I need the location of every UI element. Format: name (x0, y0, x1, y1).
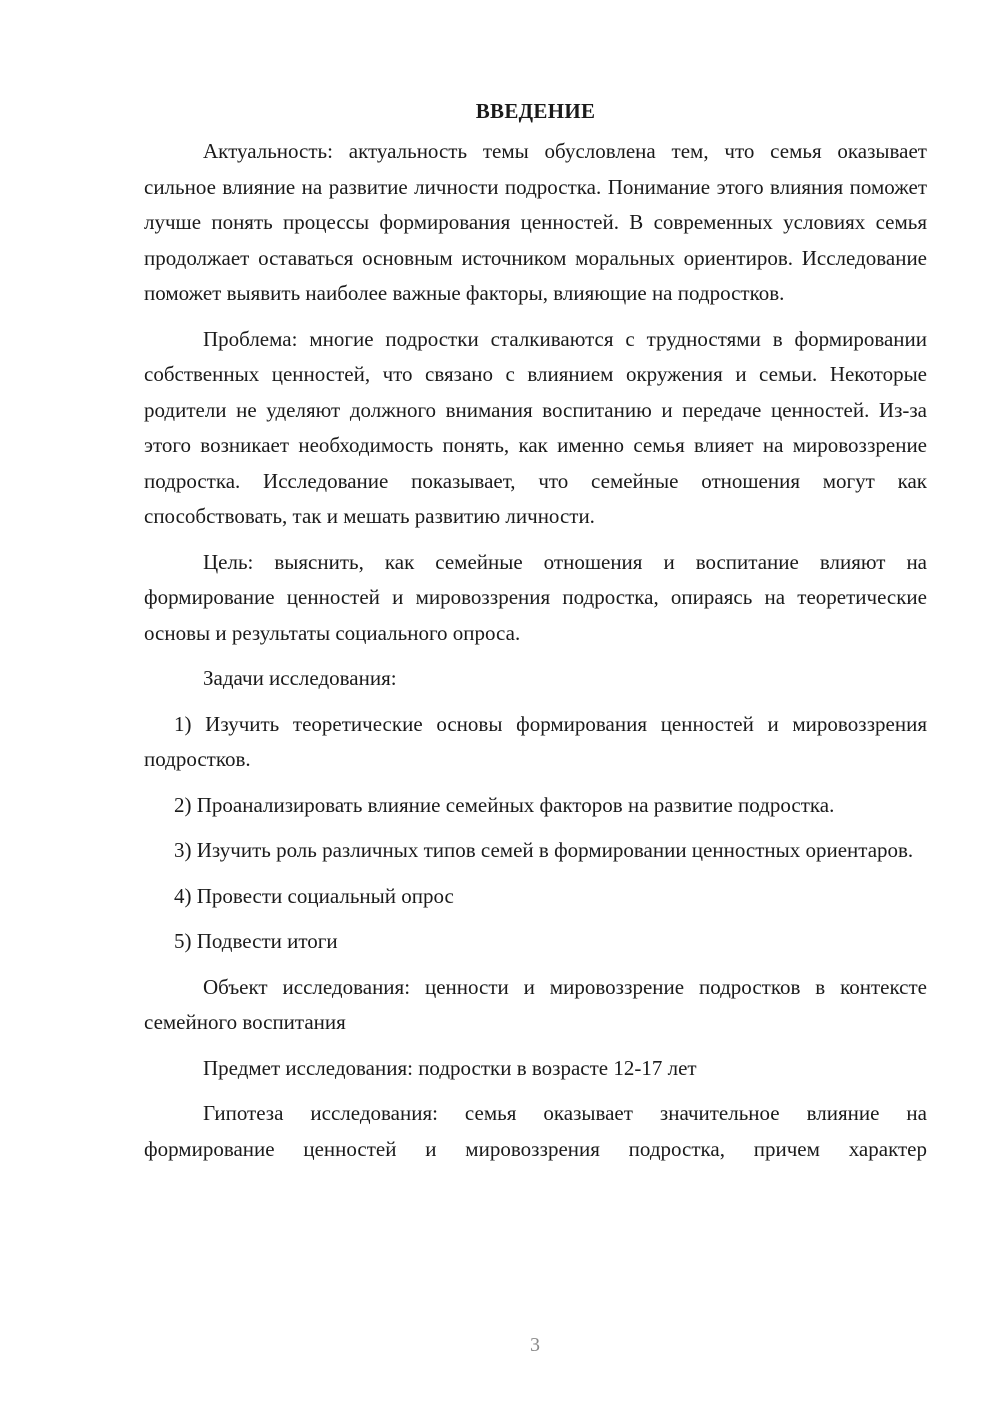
task-item-3: 3) Изучить роль различных типов семей в формировании ценностных ориентаров. (174, 838, 914, 862)
paragraph-object: Объект исследования: ценности и мировоззрение подростков в контексте семейного воспитания (144, 974, 927, 1034)
paragraph-relevance: Актуальность: актуальность темы обусловлена тем, что семья оказывает сильное влияние на развитие личности подростка. Понимание этого влияния поможет лучше понять процессы формирования ценностей. В современных условиях семья продолжает оставаться основным источником моральных ориентиров. Исследование поможет выявить наиболее важные факторы, влияющие на подростков. (144, 139, 927, 305)
page-number: 3 (530, 1334, 540, 1356)
paragraph-goal: Цель: выяснить, как семейные отношения и воспитание влияют на формирование ценностей и мировоззрения подростка, опираясь на теоретические основы и результаты социального опроса. (144, 549, 927, 645)
task-item-1: 1) Изучить теоретические основы формирования ценностей и мировоззрения подростков. (144, 711, 927, 771)
section-title: ВВЕДЕНИЕ (475, 99, 596, 123)
task-item-4: 4) Провести социальный опрос (174, 883, 454, 908)
task-item-5: 5) Подвести итоги (174, 929, 338, 953)
page-content (144, 96, 927, 1167)
paragraph-problem: Проблема: многие подростки сталкиваются с трудностями в формировании собственных ценностей, что связано с влиянием окружения и семьи. Некоторые родители не уделяют должного внимания воспитанию и передаче ценностей. Из-за этого возникает необходимость понять, как именно семья влияет на мировоззрение подростка. Исследование показывает, что семейные отношения могут как способствовать, так и мешать развитию личности. (144, 326, 927, 528)
tasks-heading: Задачи исследования: (203, 666, 397, 690)
paragraph-hypothesis: Гипотеза исследования: семья оказывает значительное влияние на формирование ценностей и мировоззрения подростка, причем характер (144, 1101, 927, 1161)
task-item-2: 2) Проанализировать влияние семейных факторов на развитие подростка. (174, 792, 835, 817)
paragraph-subject: Предмет исследования: подростки в возрасте 12-17 лет (203, 1055, 697, 1080)
